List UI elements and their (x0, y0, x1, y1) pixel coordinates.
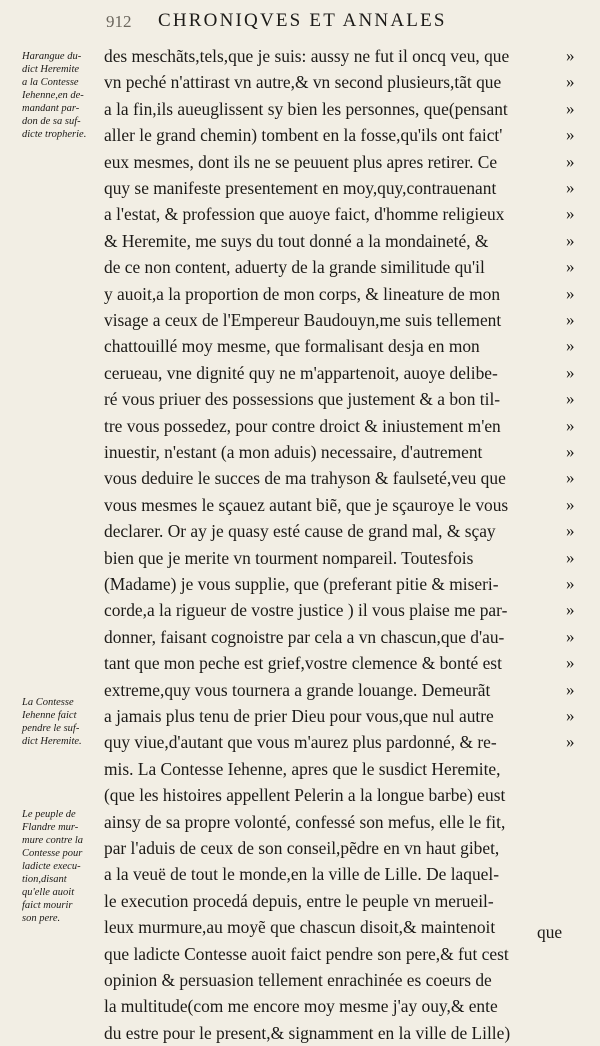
text-line (104, 386, 575, 412)
text-line (104, 703, 575, 729)
text-line (104, 967, 492, 993)
margin-note (22, 50, 102, 141)
text-line-content: vous mesmes le sçauez autant biẽ, que je sçauroye le vous (104, 494, 509, 515)
text-line (104, 571, 575, 597)
quotation-mark: » (566, 679, 575, 699)
text-line (104, 254, 575, 280)
text-line (104, 756, 500, 782)
text-line-content: visage a ceux de l'Empereur Baudouyn,me suis tellement (104, 310, 502, 330)
text-line (104, 597, 575, 623)
text-line-content: aller le grand chemin) tombent en la fosse,qu'ils ont faict' (104, 125, 503, 146)
text-line-content: opinion & persuasion tellement enrachinée es coeurs de (104, 970, 492, 990)
text-line-content: du estre pour le present,& signamment en la ville de Lille) (104, 1022, 511, 1043)
margin-note-line: tion,disant (22, 874, 67, 885)
quotation-mark: » (566, 574, 575, 593)
text-line-content: corde,a la rigueur de vostre justice ) il vous plaise me par- (104, 600, 508, 621)
quotation-mark: » (566, 178, 575, 197)
text-line (104, 360, 575, 386)
text-line (104, 861, 499, 887)
quotation-mark: » (566, 362, 575, 382)
quotation-mark: » (566, 204, 575, 224)
margin-note-line: Harangue du- (22, 51, 82, 62)
quotation-mark: » (566, 125, 575, 145)
folio-number: 912 (106, 12, 132, 31)
quotation-mark: » (566, 442, 575, 461)
text-line-content: que ladicte Contesse auoit faict pendre son pere,& fut cest (104, 943, 509, 964)
text-line-content: le execution procedá depuis, entre le peuple vn merueil- (104, 890, 494, 911)
text-line (104, 677, 575, 703)
text-line (104, 228, 575, 254)
page-header (0, 8, 600, 38)
quotation-mark: » (566, 336, 575, 356)
text-line (104, 835, 499, 861)
text-line (104, 333, 575, 359)
text-line (104, 413, 575, 439)
margin-note-line: Contesse pour (22, 848, 83, 859)
text-line-content: declarer. Or ay je quasy esté cause de grand mal, & sçay (104, 521, 496, 542)
text-line-content: chattouillé moy mesme, que formalisant desja en mon (104, 336, 480, 357)
quotation-mark: » (566, 521, 575, 541)
margin-note-line: ladicte execu- (22, 861, 81, 872)
text-line (104, 914, 495, 940)
quotation-mark: » (566, 415, 575, 435)
margin-note-line: qu'elle auoit (22, 887, 75, 898)
quotation-mark: » (566, 98, 575, 118)
quotation-mark: » (566, 72, 575, 92)
quotation-mark: » (566, 46, 575, 65)
text-line-content: ré vous priuer des possessions que justement & a bon til- (104, 389, 501, 410)
text-line (104, 96, 575, 122)
margin-note-line: Iehenne faict (22, 710, 77, 721)
margin-note-line: son pere. (22, 913, 61, 924)
quotation-mark: » (566, 653, 575, 673)
margin-note-line: Le peuple de (22, 809, 76, 820)
text-line (104, 175, 575, 201)
text-line (104, 122, 575, 148)
margin-note-line: dicte tropherie. (22, 129, 87, 140)
text-line-content: des meschãts,tels,que je suis: aussy ne fut il oncq veu, que (104, 46, 510, 66)
margin-note (22, 808, 102, 925)
text-line-content: a l'estat, & profession que auoye faict, d'homme religieux (104, 204, 505, 225)
text-line-content: a la veuë de tout le monde,en la ville de Lille. De laquel- (104, 864, 500, 885)
text-line (104, 465, 575, 491)
margin-note-line: a la Contesse (22, 77, 79, 88)
quotation-mark: » (566, 283, 575, 303)
text-line-content: y auoit,a la proportion de mon corps, & lineature de mon (104, 283, 501, 304)
text-line (104, 1020, 510, 1046)
text-line (104, 201, 575, 227)
text-line (104, 281, 575, 307)
margin-note (22, 696, 102, 748)
quotation-mark: » (566, 494, 575, 514)
quotation-mark: » (566, 732, 575, 752)
text-line-content: inuestir, n'estant (a mon aduis) necessaire, d'autrement (104, 442, 483, 462)
text-line-content: ainsy de sa propre volonté, confessé son mefus, elle le fit, (104, 811, 506, 832)
text-line (104, 545, 575, 571)
text-line-content: tant que mon peche est grief,vostre clemence & bonté est (104, 653, 502, 674)
text-line-content: extreme,quy vous tournera a grande louange. Demeurãt (104, 679, 491, 700)
quotation-mark: » (566, 547, 575, 567)
quotation-mark: » (566, 468, 575, 488)
running-title: CHRONIQVES ET ANNALES (158, 10, 447, 31)
text-line-content: de ce non content, aduerty de la grande similitude qu'il (104, 257, 485, 278)
text-line-content: la multitude(com me encore moy mesme j'ay ouy,& ente (104, 996, 498, 1017)
text-line-content: bien que je merite vn tourment nompareil. Toutesfois (104, 547, 474, 568)
text-line-content: tre vous possedez, pour contre droict & iniustement m'en (104, 415, 501, 436)
text-line-content: (que les histoires appellent Pelerin a la longue barbe) eust (104, 785, 506, 806)
quotation-mark: » (566, 626, 575, 646)
text-line (104, 993, 498, 1019)
text-line (104, 941, 509, 967)
text-line (104, 650, 575, 676)
quotation-mark: » (566, 230, 575, 250)
margin-note-line: faict mourir (22, 900, 73, 911)
text-line-content: par l'aduis de ceux de son conseil,pẽdre en vn haut gibet, (104, 838, 500, 858)
text-line-content: mis. La Contesse Iehenne, apres que le susdict Heremite, (104, 758, 501, 779)
quotation-mark: » (566, 151, 575, 171)
margin-note-line: La Contesse (22, 697, 74, 708)
text-line-content: quy se manifeste presentement en moy,quy,contrauenant (104, 178, 497, 198)
quotation-mark: » (566, 389, 575, 409)
catchword: que (537, 922, 563, 942)
text-line-content: donner, faisant cognoistre par cela a vn chascun,que d'au- (104, 626, 505, 647)
margin-note-line: don de sa suf- (22, 116, 81, 127)
quotation-mark: » (566, 310, 575, 329)
text-line (104, 43, 575, 69)
text-line (104, 307, 575, 333)
text-line (104, 439, 575, 465)
text-line-content: cerueau, vne dignité quy ne m'appartenoit, auoye delibe- (104, 362, 498, 383)
text-line-content: a la fin,ils aueuglissent sy bien les personnes, que(pensant (104, 98, 508, 119)
text-line-content: & Heremite, me suys du tout donné a la mondaineté, & (104, 230, 489, 251)
quotation-mark: » (566, 600, 575, 620)
text-line (104, 888, 494, 914)
margin-note-line: mure contre la (22, 835, 84, 846)
margin-note-line: Iehenne,en de- (22, 90, 84, 101)
text-line (104, 729, 575, 755)
text-line-content: quy viue,d'autant que vous m'aurez plus pardonné, & re- (104, 732, 497, 753)
text-line-content: eux mesmes, dont ils ne se peuuent plus apres retirer. Ce (104, 151, 498, 172)
margin-note-line: mandant par- (22, 103, 80, 114)
text-line (104, 518, 575, 544)
quotation-mark: » (566, 257, 575, 277)
margin-note-line: dict Heremite. (22, 736, 82, 747)
text-line (104, 624, 575, 650)
text-line-content: a jamais plus tenu de prier Dieu pour vous,que nul autre (104, 706, 494, 726)
margin-note-line: dict Heremite (22, 64, 80, 75)
margin-note-line: pendre le suf- (22, 723, 80, 734)
quotation-mark: » (566, 706, 575, 725)
text-line (104, 69, 575, 95)
text-line-content: vous deduire le succes de ma trahyson & faulseté,veu que (104, 468, 506, 489)
text-line-content: (Madame) je vous supplie, que (preferant pitie & miseri- (104, 574, 499, 594)
margin-note-line: Flandre mur- (22, 822, 79, 833)
text-line-content: vn peché n'attirast vn autre,& vn second plusieurs,tãt que (104, 72, 502, 93)
text-line (104, 149, 575, 175)
text-line (104, 492, 575, 518)
text-line (104, 809, 505, 835)
text-line (104, 782, 505, 808)
text-line-content: leux murmure,au moyẽ que chascun disoit,& maintenoit (104, 917, 496, 938)
